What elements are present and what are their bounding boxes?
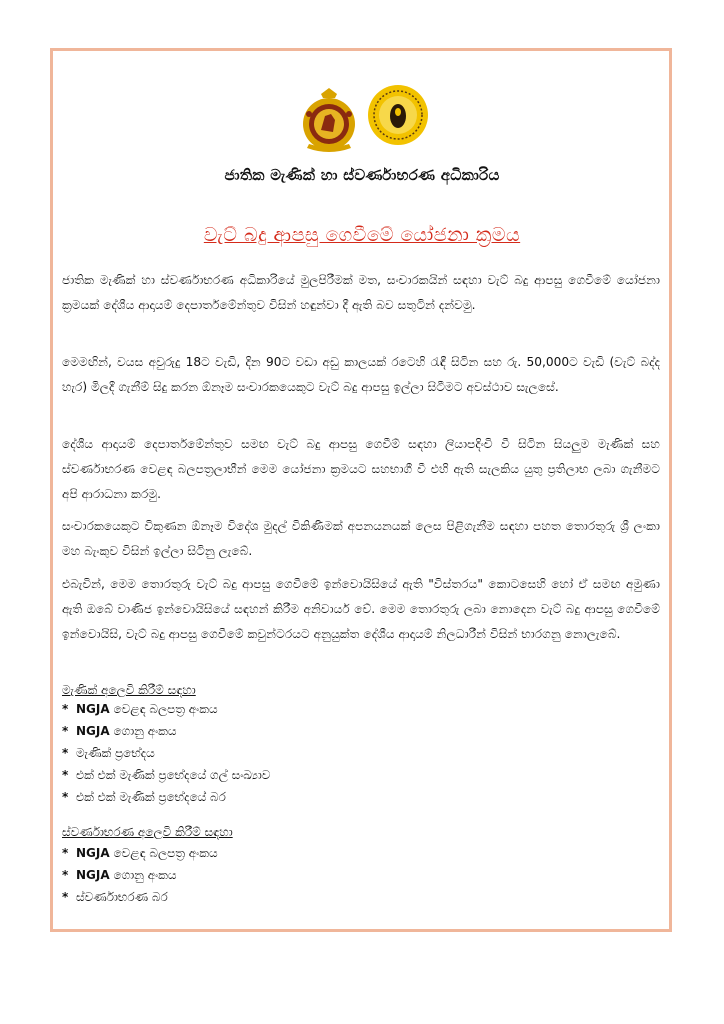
invitation-paragraph: දේශීය ආදායම් දෙපාර්තමේන්තුව සමඟ වැට් බදු ආපසු ගෙවීම් සඳහා ලියාපදිංචි වී සිටින සියලුම මැණික් සහ ස්වර්ණාභරණ වෙළඳ බලපත්‍රලාභීන් මෙම යෝජනා ක්‍රමයට සහභාගී වී එහි ඇති සැලකිය යුතු ප්‍රතිලාභ ලබා ගැනීමට අපි ආරාධනා කරමු. <box>62 437 660 501</box>
intro-paragraph: ජාතික මැණික් හා ස්වර්ණාභරණ අධිකාරියේ මුලපිරීමක් මත, සංචාරකයින් සඳහා වැට් බදු ආපසු ගෙවීමේ යෝජනා ක්‍රමයක් දේශීය ආදායම් දෙපාර්තමේන්තුව විසින් හඳුන්වා දී ඇති බව සතුටින් දන්වමු. <box>62 273 660 312</box>
page-title: වැට් බදු ආපසු ගෙවීමේ යෝජනා ක්‍රමය <box>203 224 521 246</box>
list-item: * NGJA වෙළඳ බලපත්‍ර අංකය <box>62 846 218 860</box>
ngja-seal-icon <box>367 84 429 146</box>
list-item: * මැණික් ප්‍රභේදය <box>62 746 155 760</box>
list-item: * එක් එක් මැණික් ප්‍රභේදයේ ගල් සංඛ්‍යාව <box>62 768 271 782</box>
list-item: * NGJA වෙළඳ බලපත්‍ර අංකය <box>62 702 218 716</box>
sri-lanka-emblem-icon <box>297 84 361 154</box>
list-item: * ස්වර්ණාභරණ බර <box>62 890 168 904</box>
logo-group <box>297 84 447 154</box>
jewellery-sales-list <box>62 842 218 908</box>
central-bank-paragraph: සංචාරකයෙකුට විකුණන ඕනෑම විදේශ මුදල් විකිණීමක් අපනයනයක් ලෙස පිළිගැනීම සඳහා පහත තොරතුරු ශ්‍රී ලංකා මහ බැංකුව විසින් ඉල්ලා සිටිනු ලැබේ. <box>62 519 660 558</box>
jewellery-sales-heading: ස්වර්ණාභරණ අලෙවි කිරීම් සඳහා <box>62 825 233 839</box>
list-item: * NGJA ගොනු අංකය <box>62 724 177 738</box>
eligibility-paragraph: මෙමඟින්, වයස අවුරුදු 18ට වැඩි, දින 90ට වඩා අඩු කාලයක් රටෙහි රැඳී සිටින සහ රු. 50,000ට වැඩි (වැට් බද්ද හැර) මිලදී ගැනීම් සිදු කරන ඕනෑම සංචාරකයෙකුට වැට් බදු ආපසු ඉල්ලා සිටීමට අවස්ථාව සැලසේ. <box>62 355 660 394</box>
gem-sales-heading: මැණික් අලෙවි කිරීම් සඳහා <box>62 683 196 697</box>
organization-name: ජාතික මැණික් හා ස්වර්ණාභරණ අධිකාරිය <box>224 166 500 184</box>
invoice-requirement-paragraph: එබැවින්, මෙම තොරතුරු වැට් බදු ආපසු ගෙවීමේ ඉන්වොයිසියේ ඇති "විස්තරය" කොටසෙහි හෝ ඒ සමඟ අමුණා ඇති ඔබේ වාණිජ ඉන්වොයිසියේ සඳහන් කිරීම අනිවාර්ය වේ. මෙම තොරතුරු ලබා නොදෙන වැට් බදු ආපසු ගෙවීමේ ඉන්වොයිසි, වැට් බදු ආපසු ගෙවීමේ කවුන්ටරයට අනුයුක්ත දේශීය ආදායම් නිලධාරීන් විසින් භාරගනු නොලැබේ. <box>62 577 660 641</box>
list-item: * එක් එක් මැණික් ප්‍රභේදයේ බර <box>62 790 226 804</box>
list-item: * NGJA ගොනු අංකය <box>62 868 177 882</box>
gem-sales-list <box>62 698 270 808</box>
